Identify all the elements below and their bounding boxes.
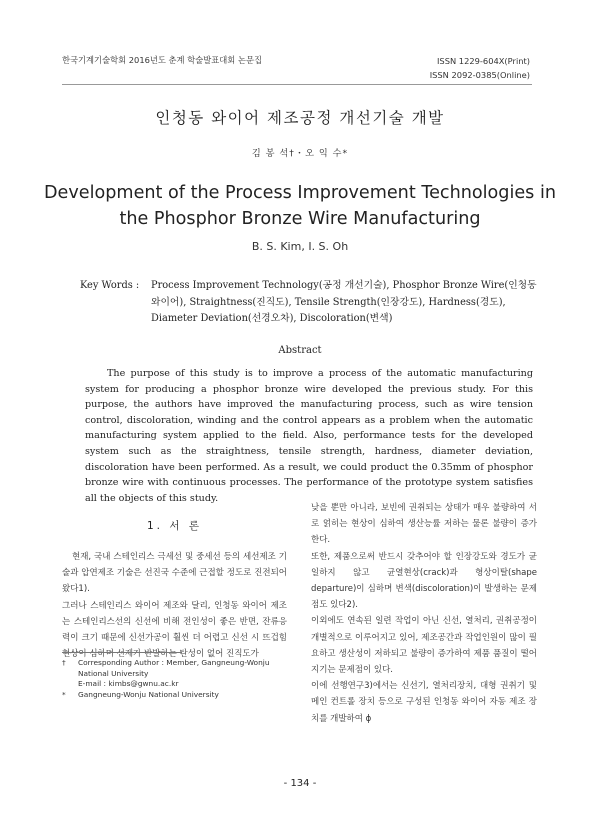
authors-korean: 김 봉 석†・오 익 수* — [251, 148, 349, 159]
section-title-introduction: 1. 서 론 — [147, 520, 202, 532]
right-column — [311, 500, 537, 727]
footnote-mark-dagger: † — [62, 658, 66, 667]
footnote-coauthor — [62, 690, 292, 701]
issn-online: ISSN 2092-0385(Online) — [429, 70, 530, 80]
body-paragraph-2: 또한, 제품으로써 반드시 갖추어야 할 인장강도와 경도가 균일하지 않고 균열현상(crack)과 형상이탈(shape departure)이 심하며 변색(discoloration)이 발생하는 문제점도 있다2). — [311, 551, 537, 611]
issn-print: ISSN 1229-604X(Print) — [436, 56, 530, 66]
title-korean: 인청동 와이어 제조공정 개선기술 개발 — [155, 109, 445, 127]
footnote-email: E-mail : kimbs@gwnu.ac.kr — [78, 679, 179, 688]
footnote-affiliation: Corresponding Author : Member, Gangneung-Wonju National University — [78, 658, 270, 678]
abstract-body: The purpose of this study is to improve a process of the automatic manufacturing system for producing a phosphor bronze wire developed the previous study. For this purpose, the authors have improved the manufacturing process, such as wire tension control, discoloration, winding and the control appears as a problem when the automatic manufacturing system applied to the field. Also, performance tests for the developed system such as the straightness, tensile strength, hardness, diameter deviation, discoloration have been performed. As a result, we could product the 0.35mm of phosphor bronze wire with continuous processes. The performance of the prototype system satisfies all the objects of this study. — [85, 368, 533, 504]
issn-block — [430, 54, 530, 82]
body-paragraph-1: 낮을 뿐만 아니라, 보빈에 권취되는 상태가 매우 불량하여 서로 얽히는 현상이 심하여 생산능률 저하는 물론 불량이 증가한다. — [311, 503, 537, 546]
footnotes — [62, 658, 292, 700]
body-paragraph-4: 이에 선행연구3)에서는 신선기, 열처리장치, 대형 권취기 및 메인 컨트롤 장치 등으로 구성된 인청동 와이어 자동 제조 장치를 개발하여 ϕ — [311, 681, 537, 724]
authors-english: B. S. Kim, I. S. Oh — [251, 240, 349, 253]
title-english-line2: the Phosphor Bronze Wire Manufacturing — [119, 209, 481, 229]
footnote-coauthor-affiliation: Gangneung-Wonju National University — [78, 689, 219, 699]
footnote-mark-asterisk: * — [62, 689, 66, 699]
intro-paragraph-1: 현재, 국내 스테인리스 극세선 및 중세선 등의 세선제조 기술과 압연제조 기술은 선진국 수준에 근접할 정도로 진전되어 왔다1). — [62, 552, 287, 595]
journal-header: 한국기계기술학회 2016년도 춘계 학술발표대회 논문집 — [62, 55, 262, 65]
title-english — [0, 180, 600, 232]
keywords-text: Process Improvement Technology(공정 개선기술), Phosphor Bronze Wire(인청동 와이어), Straightness(진직도), Tensile Strength(인장강도), Hardness(경도), Diameter Deviation(선경오차), Discoloration(변색) — [151, 280, 537, 324]
body-paragraph-3: 이외에도 연속된 일련 작업이 아닌 신선, 열처리, 권취공정이 개별적으로 이루어지고 있어, 제조공간과 작업인원이 많이 필요하고 생산성이 저하되고 불량이 증가하여 제품 품질이 떨어지기는 문제점이 있다. — [311, 616, 537, 676]
page-number: - 134 - — [283, 778, 317, 789]
left-column — [62, 518, 287, 662]
keywords-label: Key Words : — [80, 280, 140, 291]
title-english-line1: Development of the Process Improvement Technologies in — [44, 183, 556, 203]
footnote-divider — [62, 652, 182, 653]
footnote-corresponding — [62, 658, 292, 690]
abstract-heading: Abstract — [278, 345, 322, 356]
intro-paragraph-2: 그러나 스테인리스 와이어 제조와 달리, 인청동 와이어 제조는 스테인리스선의 신선에 비해 전인성이 좋은 반면, 잔류응력이 크기 때문에 신선가공이 훨씬 더 어렵고 신선 시 뜨겁힘현상이 심하며 선재가 반발하는 탄성이 없어 진직도가 — [62, 600, 287, 660]
header-divider — [62, 84, 532, 85]
